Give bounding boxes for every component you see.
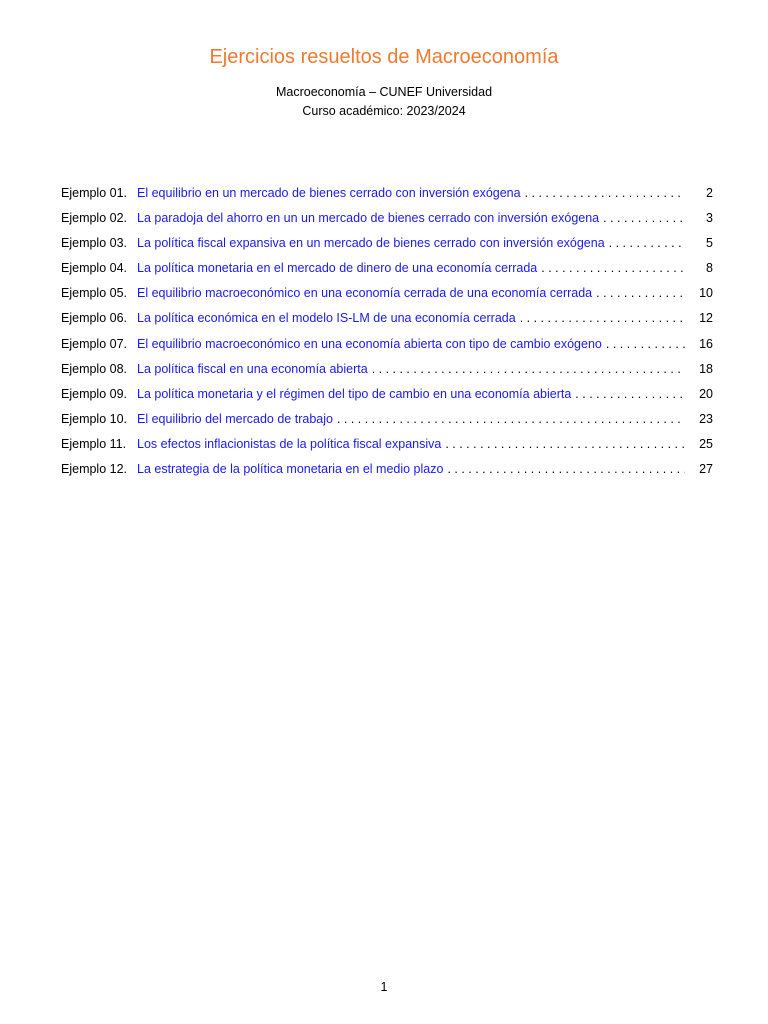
toc-entry-05 bbox=[61, 286, 713, 311]
toc-link[interactable]: La estrategia de la política monetaria en el medio plazo bbox=[137, 462, 444, 477]
toc-page-number: 25 bbox=[699, 436, 713, 451]
toc-label: Ejemplo 06. bbox=[61, 311, 128, 326]
toc-entry-04 bbox=[61, 261, 713, 286]
toc-leader-dots bbox=[445, 437, 685, 451]
toc-label: Ejemplo 02. bbox=[61, 211, 128, 226]
toc-leader-dots bbox=[596, 286, 685, 300]
toc-page-number: 2 bbox=[706, 186, 713, 200]
table-of-contents bbox=[61, 186, 713, 487]
toc-leader-dots bbox=[575, 387, 685, 401]
toc-page-number: 23 bbox=[699, 411, 713, 426]
toc-label: Ejemplo 12. bbox=[61, 462, 128, 477]
toc-link[interactable]: El equilibrio del mercado de trabajo bbox=[137, 411, 333, 426]
toc-entry-11 bbox=[61, 437, 713, 462]
toc-label: Ejemplo 05. bbox=[61, 286, 128, 301]
toc-label: Ejemplo 01. bbox=[61, 186, 128, 200]
toc-entry-02 bbox=[61, 211, 713, 236]
toc-link[interactable]: El equilibrio macroeconómico en una economía abierta con tipo de cambio exógeno bbox=[137, 336, 602, 351]
toc-page-number: 5 bbox=[706, 236, 713, 251]
toc-label: Ejemplo 04. bbox=[61, 261, 128, 276]
toc-page-number: 8 bbox=[706, 261, 713, 276]
toc-entry-09 bbox=[61, 387, 713, 412]
toc-leader-dots bbox=[520, 311, 685, 325]
toc-link[interactable]: La política monetaria en el mercado de dinero de una economía cerrada bbox=[137, 261, 538, 276]
toc-leader-dots bbox=[609, 236, 685, 250]
toc-leader-dots bbox=[372, 362, 685, 376]
document-subtitle: Macroeconomía – CUNEF Universidad bbox=[275, 85, 493, 99]
toc-page-number: 27 bbox=[699, 462, 713, 477]
toc-link[interactable]: La política fiscal expansiva en un mercado de bienes cerrado con inversión exógena bbox=[137, 236, 605, 251]
toc-page-number: 10 bbox=[699, 286, 713, 301]
toc-link[interactable]: La política monetaria y el régimen del tipo de cambio en una economía abierta bbox=[137, 386, 572, 401]
toc-label: Ejemplo 10. bbox=[61, 411, 128, 426]
toc-entry-03 bbox=[61, 236, 713, 261]
toc-link[interactable]: El equilibrio macroeconómico en una economía cerrada de una economía cerrada bbox=[137, 286, 593, 301]
toc-label: Ejemplo 03. bbox=[61, 236, 128, 251]
toc-link[interactable]: La paradoja del ahorro en un un mercado de bienes cerrado con inversión exógena bbox=[137, 211, 600, 226]
toc-label: Ejemplo 09. bbox=[61, 386, 128, 401]
academic-year: Curso académico: 2023/2024 bbox=[302, 104, 466, 118]
toc-page-number: 16 bbox=[699, 336, 713, 351]
toc-label: Ejemplo 07. bbox=[61, 336, 128, 351]
toc-link[interactable]: El equilibrio en un mercado de bienes cerrado con inversión exógena bbox=[137, 186, 521, 200]
toc-leader-dots bbox=[525, 186, 685, 200]
toc-page-number: 12 bbox=[699, 311, 713, 326]
toc-page-number: 18 bbox=[699, 361, 713, 376]
toc-leader-dots bbox=[337, 412, 685, 426]
toc-page-number: 20 bbox=[699, 386, 713, 401]
page-number: 1 bbox=[380, 980, 388, 994]
toc-link[interactable]: La política fiscal en una economía abierta bbox=[137, 361, 368, 376]
toc-entry-12 bbox=[61, 462, 713, 487]
toc-entry-08 bbox=[61, 362, 713, 387]
toc-leader-dots bbox=[541, 261, 685, 275]
toc-link[interactable]: La política económica en el modelo IS-LM de una economía cerrada bbox=[137, 311, 516, 326]
toc-entry-07 bbox=[61, 337, 713, 362]
toc-leader-dots bbox=[603, 211, 685, 225]
toc-entry-01 bbox=[61, 186, 713, 211]
toc-page-number: 3 bbox=[706, 211, 713, 226]
toc-entry-10 bbox=[61, 412, 713, 437]
toc-label: Ejemplo 11. bbox=[61, 436, 127, 451]
toc-leader-dots bbox=[447, 462, 685, 476]
toc-entry-06 bbox=[61, 311, 713, 336]
document-title: Ejercicios resueltos de Macroeconomía bbox=[209, 46, 559, 68]
toc-label: Ejemplo 08. bbox=[61, 361, 128, 376]
toc-link[interactable]: Los efectos inflacionistas de la política fiscal expansiva bbox=[137, 436, 442, 451]
toc-leader-dots bbox=[606, 337, 685, 351]
